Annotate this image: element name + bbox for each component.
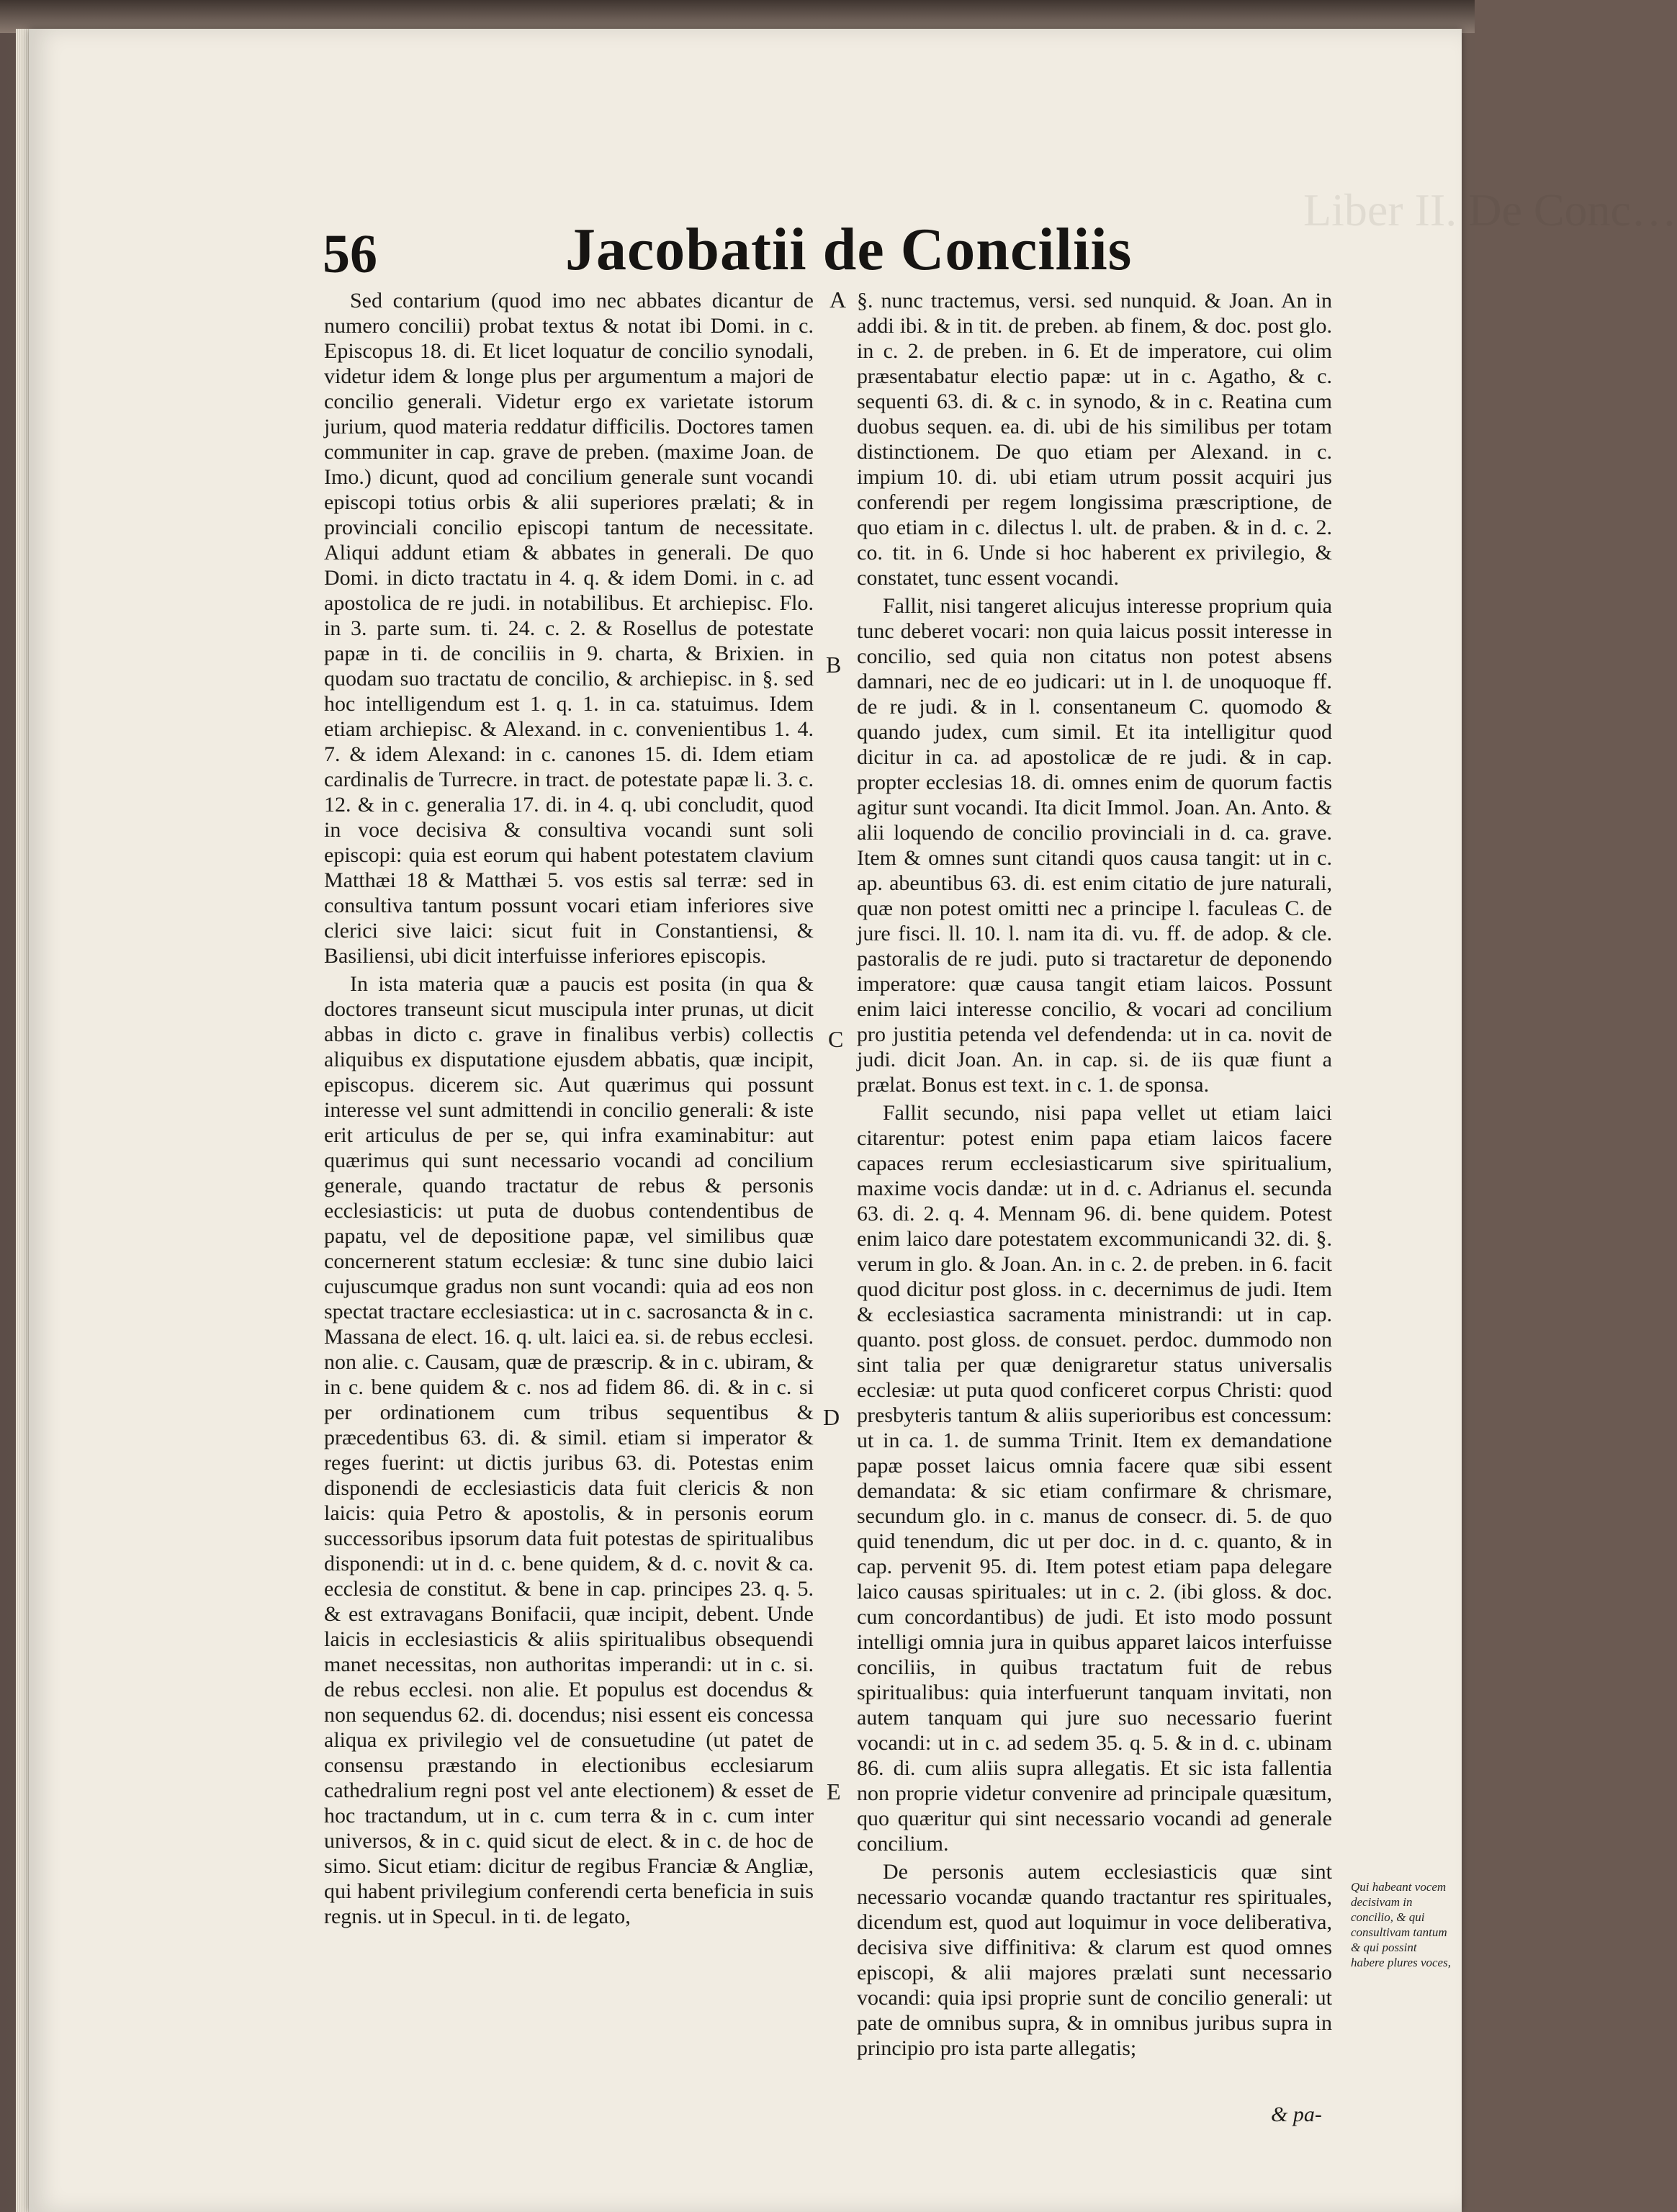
section-marker-e: E bbox=[827, 1779, 841, 1804]
right-column bbox=[857, 288, 1332, 2061]
left-column bbox=[324, 288, 814, 1929]
page-stack-edge bbox=[16, 29, 30, 2212]
page-number: 56 bbox=[323, 224, 377, 284]
left-paragraph-1: Sed contarium (quod imo nec abbates dicantur de numero concilii) probat textus & notat ibi Domi. in c. Episcopus 18. di. Et licet loquatur de concilio synodali, videtur idem & longe plus per argumentum a majori de concilio generali. Videtur ergo ex varietate istorum jurium, quod materia reddatur difficilis. Doctores tamen communiter in cap. grave de preben. (maxime Joan. de Imo.) dicunt, quod ad concilium generale sunt vocandi episcopi totius orbis & alii superiores prælati; & in provinciali concilio episcopi tantum de necessitate. Aliqui addunt etiam & abbates in generali. De quo Domi. in dicto tractatu in 4. q. & idem Domi. in c. ad apostolica de re judi. in notabilibus. Et archiepisc. Flo. in 3. parte sum. ti. 24. c. 2. & Rosellus de potestate papæ in ti. de conciliis in 9. charta, & Brixien. in quodam suo tractatu de concilio, & archiepisc. in §. sed hoc intelligendum est 1. q. 1. in ca. statuimus. Idem etiam archiepisc. & Alexand. in c. convenientibus 1. 4. 7. & idem Alexand: in c. canones 15. di. Idem etiam cardinalis de Turrecre. in tract. de potestate papæ li. 3. c. 12. & in c. generalia 17. di. in 4. q. ubi concludit, quod in voce decisiva & consultiva vocandi sunt soli episcopi: quia est eorum qui habent potestatem clavium Matthæi 18 & Matthæi 5. vos estis sal terræ: sed in consultiva tantum possunt vocari etiam inferiores sive clerici sive laici: sicut fuit in Constantiensi, & Basiliensi, ubi dicit interfuisse inferiores episcopis. bbox=[324, 289, 814, 968]
section-marker-a: A bbox=[829, 287, 847, 313]
section-marker-c: C bbox=[828, 1026, 844, 1052]
bleed-through-text: Liber II. De Conc… bbox=[1303, 184, 1677, 235]
right-paragraph-2: Fallit, nisi tangeret alicujus interesse proprium quia tunc deberet vocari: non quia laicus possit interesse in concilio, sed quia non citatus non potest absens damnari, nec de eo judicari: ut in l. de unoquoque ff. de re judi. & in l. consentaneum C. quomodo & quando judex, cum simil. Et ita intelligitur quod dicitur in ca. ad apostolicæ de re judi. & in cap. propter ecclesias 18. di. omnes enim de quorum factis agitur sunt vocandi. Ita dicit Immol. Joan. An. Anto. & alii loquendo de concilio provinciali in d. ca. grave. Item & omnes sunt citandi quos causa tangit: ut in c. ap. abeuntibus 63. di. est enim citatio de jure naturali, quæ non potest omitti nec a principe l. faculeas C. de jure fisci. ll. 10. l. nam ita di. vu. ff. de adop. & cle. pastoralis de re judi. puto si tractaretur de deponendo imperatore: quæ causa tangit etiam laicos. Possunt enim laici interesse concilio, & vocari ad concilium pro justitia petenda vel defendenda: ut in ca. novit de judi. dicit Joan. An. in cap. si. de iis quæ fiunt a prælat. Bonus est text. in c. 1. de sponsa. bbox=[857, 594, 1332, 1097]
running-head: Jacobatii de Conciliis bbox=[565, 216, 1133, 283]
right-paragraph-1: §. nunc tractemus, versi. sed nunquid. & Joan. An in addi ibi. & in tit. de preben. ab finem, & doc. post glo. in c. 2. de preben. in 6. Et de imperatore, cui olim præsentabatur electio papæ: ut in c. Agatho, & c. sequenti 63. di. & c. in synodo, & in c. Reatina cum duobus sequen. ea. di. ubi de his similibus per totam distinctionem. De quo etiam per Alexand. in c. impium 10. di. ubi etiam utrum possit acquiri jus conferendi per regem longissima præscriptione, de quo etiam in c. dilectus l. ult. de praben. & in d. c. 2. co. tit. in 6. Unde si hoc haberent ex privilegio, & constatet, tunc essent vocandi. bbox=[857, 289, 1332, 590]
right-paragraph-3: Fallit secundo, nisi papa vellet ut etiam laici citarentur: potest enim papa etiam laicos facere capaces rerum ecclesiasticarum sive spiritualium, maxime vocis dandæ: ut in d. c. Adrianus el. secunda 63. di. 2. q. 4. Mennam 96. di. bene quidem. Potest enim laico dare potestatem excommunicandi 32. di. §. verum in glo. & Joan. An. in c. 2. de preben. in 6. facit quod dicitur post gloss. in c. decernimus de judi. Item & ecclesiastica sacramenta ministrandi: ut in cap. quanto. post gloss. de consuet. perdoc. dummodo non sint talia per quæ denigraretur status universalis ecclesiæ: ut puta quod conficeret corpus Christi: quod presbyteris tantum & aliis superioribus est concessum: ut in ca. 1. de summa Trinit. Item ex demandatione papæ posset laicus omnia facere quæ sibi essent demandata: & sic etiam confirmare & chrismare, secundum glo. in c. manus de consecr. di. 5. de quo quid tenendum, dic ut per doc. in d. c. quanto, & in cap. pervenit 95. di. Item potest etiam papa delegare laico causas spirituales: ut in c. 2. (ibi gloss. & doc. cum concordantibus) de judi. Et isto modo possunt intelligi omnia jura in quibus apparet laicos interfuisse conciliis, in quibus tractatum fuit de rebus spiritualibus: quia interfuerunt tanquam invitati, non autem tanquam qui jure suo necessario fuerint vocandi: ut in c. ad sedem 35. q. 5. & in d. c. ubinam 86. di. cum aliis supra allegatis. Et sic ista fallentia non proprie videtur convenire ad principale quæsitum, quo quæritur qui sint necessario vocandi ad generale concilium. bbox=[857, 1101, 1332, 1856]
catchword: & pa- bbox=[1271, 2103, 1322, 2126]
left-paragraph-2: In ista materia quæ a paucis est posita (in qua & doctores transeunt sicut muscipula inter prunas, ut dicit abbas in dicto c. grave in finalibus verbis) collectis aliquibus ex disputatione ejusdem abbatis, quæ incipit, episcopus. dicerem sic. Aut quærimus qui possunt interesse vel sunt admittendi in concilio generali: & iste erit articulus de per se, qui infra examinabitur: aut quærimus qui sunt necessario vocandi ad concilium generale, quando tractatur de rebus & personis ecclesiasticis: ut puta de duobus contendentibus de papatu, vel de depositione papæ, vel similibus quæ concernerent statum ecclesiæ: & tunc sine dubio laici cujuscumque gradus non sunt vocandi: quia ad eos non spectat tractare ecclesiastica: ut in c. sacrosancta & in c. Massana de elect. 16. q. ult. laici ea. si. de rebus ecclesi. non alie. c. Causam, quæ de præscrip. & in c. ubiram, & in c. bene quidem & c. nos ad fidem 86. di. & in c. si per ordinationem cum tribus sequentibus & præcedentibus 63. di. & simil. etiam si imperator & reges fuerint: ut dictis juribus 63. di. Potestas enim disponendi de ecclesiasticis data fuit clericis & non laicis: quia Petro & apostolis, & in personis eorum successoribus ipsorum data fuit potestas de spiritualibus disponendi: ut in d. c. bene quidem, & d. c. novit & ca. ecclesia de constitut. & bene in cap. principes 23. q. 5. & est extravagans Bonifacii, quæ incipit, debent. Unde laicis in ecclesiasticis & aliis spiritualibus obsequendi manet necessitas, non authoritas imperandi: ut in c. si. de rebus ecclesi. non alie. Et populus est docendus & non sequendus 62. di. docendus; nisi essent eis concessa aliqua ex privilegio vel de consuetudine (ut patet de consensu præstando in electionibus ecclesiarum cathedralium regni post vel ante electionem) & esset de hoc tractandum, ut in c. cum terra & in c. cum inter universos, & in c. quid sicut de elect. & in c. de hoc de simo. Sicut etiam: dicitur de regibus Franciæ & Angliæ, qui habent privilegium conferendi certa beneficia in suis regnis. ut in Specul. in ti. de legato, bbox=[324, 972, 814, 1928]
margin-note: Qui habeant vocem decisivam in concilio, & qui consultivam tantum & qui possint habere plures voces, bbox=[1351, 1880, 1451, 1969]
section-marker-b: B bbox=[826, 652, 842, 678]
right-paragraph-4: De personis autem ecclesiasticis quæ sint necessario vocandæ quando tractantur res spirituales, dicendum est, quod aut loquimur in voce deliberativa, decisiva sive diffinitiva: & clarum est quod omnes episcopi, & alii majores prælati sunt necessario vocandi: quia ipsi proprie sunt de concilio generali: ut pate de omnibus supra, & in omnibus juribus supra in principio pro ista parte allegatis; bbox=[857, 1860, 1332, 2060]
section-marker-d: D bbox=[823, 1404, 840, 1430]
